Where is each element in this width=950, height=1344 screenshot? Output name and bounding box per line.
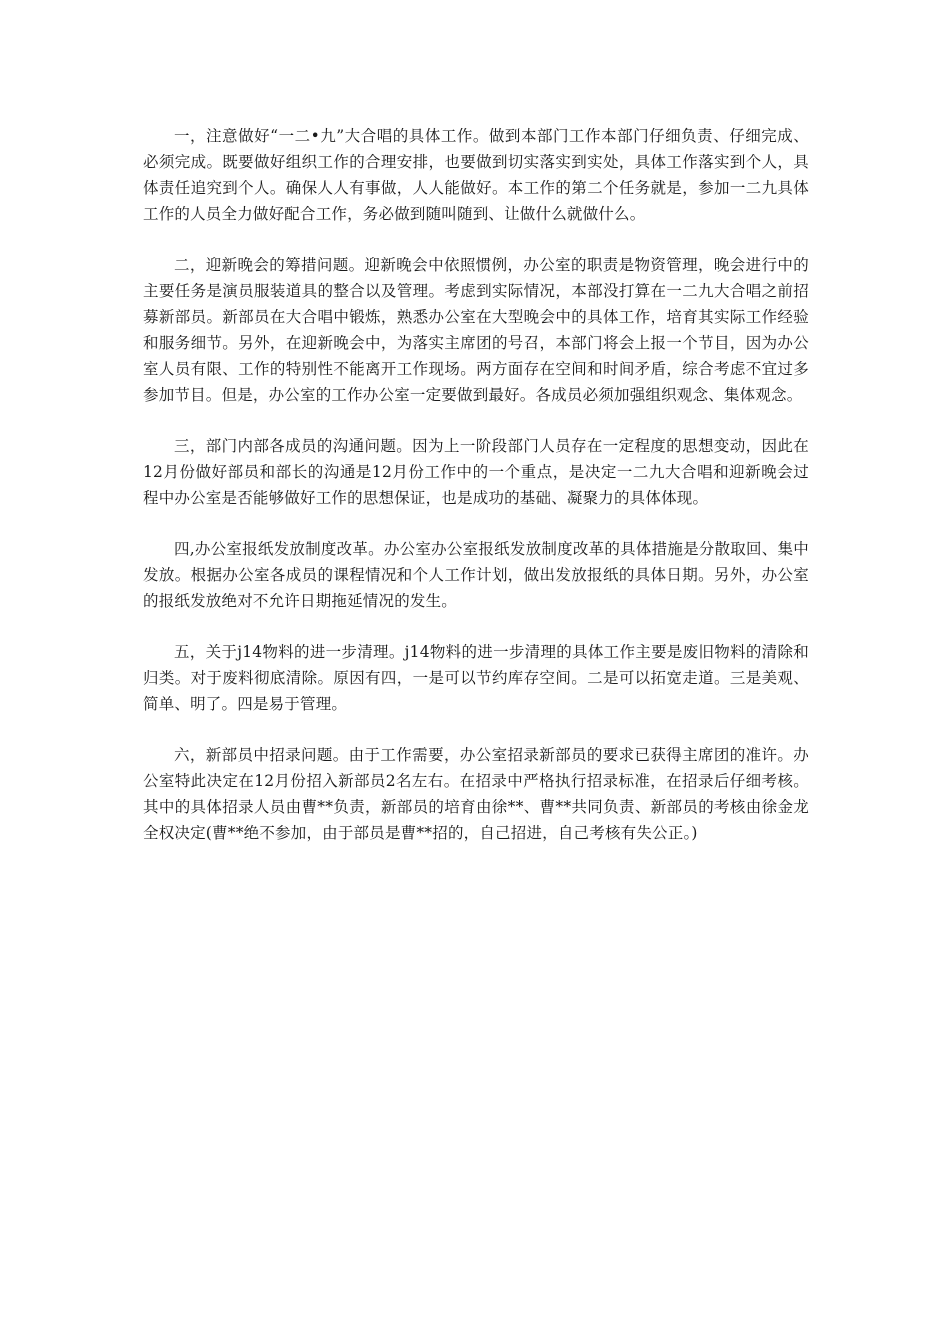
paragraph-6: 六，新部员中招录问题。由于工作需要，办公室招录新部员的要求已获得主席团的准许。办公室特此决定在12月份招入新部员2名左右。在招录中严格执行招录标准，在招录后仔细考核。其中的具体招录人员由曹**负责，新部员的培育由徐**、曹**共同负责、新部员的考核由徐金龙全权决定(曹**绝不参加，由于部员是曹**招的，自己招进，自己考核有失公正。) (143, 746, 809, 842)
paragraph-3: 三，部门内部各成员的沟通问题。因为上一阶段部门人员存在一定程度的思想变动，因此在12月份做好部员和部长的沟通是12月份工作中的一个重点，是决定一二九大合唱和迎新晚会过程中办公室是否能够做好工作的思想保证，也是成功的基础、凝聚力的具体体现。 (143, 437, 809, 507)
paragraph-5: 五，关于j14物料的进一步清理。j14物料的进一步清理的具体工作主要是废旧物料的清除和归类。对于废料彻底清除。原因有四，一是可以节约库存空间。二是可以拓宽走道。三是美观、简单、明了。四是易于管理。 (143, 643, 809, 713)
paragraph-2: 二，迎新晚会的筹措问题。迎新晚会中依照惯例，办公室的职责是物资管理，晚会进行中的主要任务是演员服装道具的整合以及管理。考虑到实际情况，本部没打算在一二九大合唱之前招募新部员。新部员在大合唱中锻炼，熟悉办公室在大型晚会中的具体工作，培育其实际工作经验和服务细节。另外，在迎新晚会中，为落实主席团的号召，本部门将会上报一个节目，因为办公室人员有限、工作的特别性不能离开工作现场。两方面存在空间和时间矛盾，综合考虑不宜过多参加节目。但是，办公室的工作办公室一定要做到最好。各成员必须加强组织观念、集体观念。 (143, 256, 809, 404)
paragraph-1: 一，注意做好“一二•九”大合唱的具体工作。做到本部门工作本部门仔细负责、仔细完成、必须完成。既要做好组织工作的合理安排，也要做到切实落实到实处，具体工作落实到个人，具体责任追究到个人。确保人人有事做，人人能做好。本工作的第二个任务就是，参加一二九具体工作的人员全力做好配合工作，务必做到随叫随到、让做什么就做什么。 (143, 127, 809, 223)
document-body (143, 123, 809, 871)
paragraph-4: 四,办公室报纸发放制度改革。办公室办公室报纸发放制度改革的具体措施是分散取回、集中发放。根据办公室各成员的课程情况和个人工作计划，做出发放报纸的具体日期。另外，办公室的报纸发放绝对不允许日期拖延情况的发生。 (143, 540, 809, 610)
